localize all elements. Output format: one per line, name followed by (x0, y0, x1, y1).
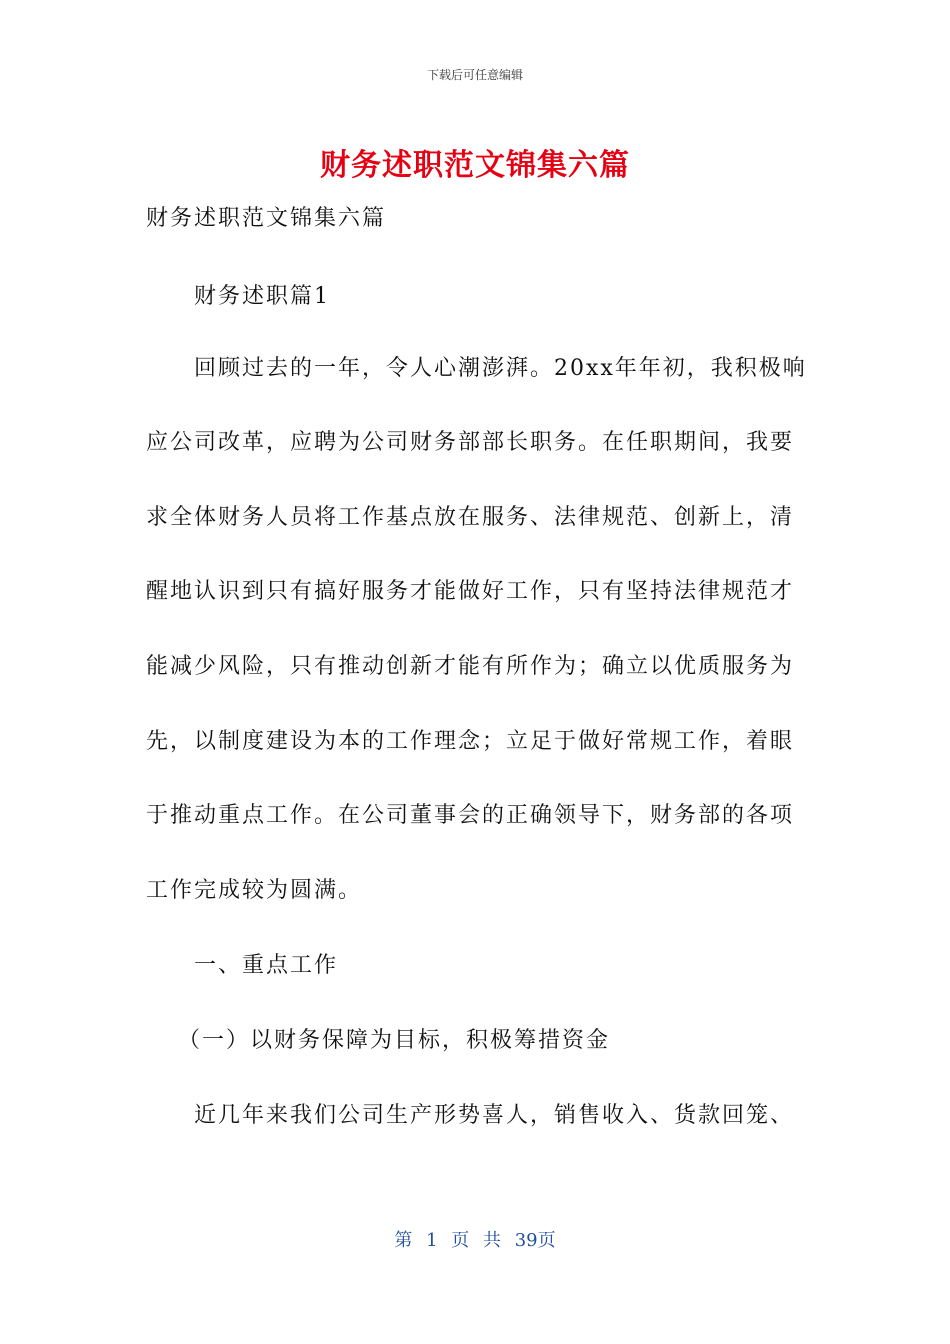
paragraph-line: 能减少风险，只有推动创新才能有所作为；确立以优质服务为 (146, 654, 795, 679)
subsection-heading: （一）以财务保障为目标，积极筹措资金 (178, 1028, 611, 1053)
paragraph-line: 近几年来我们公司生产形势喜人，销售收入、货款回笼、 (194, 1103, 795, 1128)
paragraph-line: 求全体财务人员将工作基点放在服务、法律规范、创新上，清 (146, 505, 795, 530)
header-note: 下载后可任意编辑 (426, 68, 523, 82)
subtitle-line: 财务述职范文锦集六篇 (146, 206, 387, 231)
paragraph-line: 醒地认识到只有搞好服务才能做好工作，只有坚持法律规范才 (146, 579, 795, 604)
page-number: 第 1 页 共 39页 (394, 1230, 556, 1251)
paragraph-line: 应公司改革，应聘为公司财务部部长职务。在任职期间，我要 (146, 430, 795, 455)
section-heading: 一、重点工作 (194, 953, 339, 978)
paragraph-line: 回顾过去的一年，令人心潮澎湃。20xx年年初，我积极响 (194, 356, 807, 381)
section-heading: 财务述职篇1 (194, 284, 330, 309)
paragraph-line: 先，以制度建设为本的工作理念；立足于做好常规工作，着眼 (146, 729, 795, 754)
document-title: 财务述职范文锦集六篇 (320, 148, 630, 183)
paragraph-line: 于推动重点工作。在公司董事会的正确领导下，财务部的各项 (146, 803, 795, 828)
paragraph-line: 工作完成较为圆满。 (146, 878, 363, 903)
